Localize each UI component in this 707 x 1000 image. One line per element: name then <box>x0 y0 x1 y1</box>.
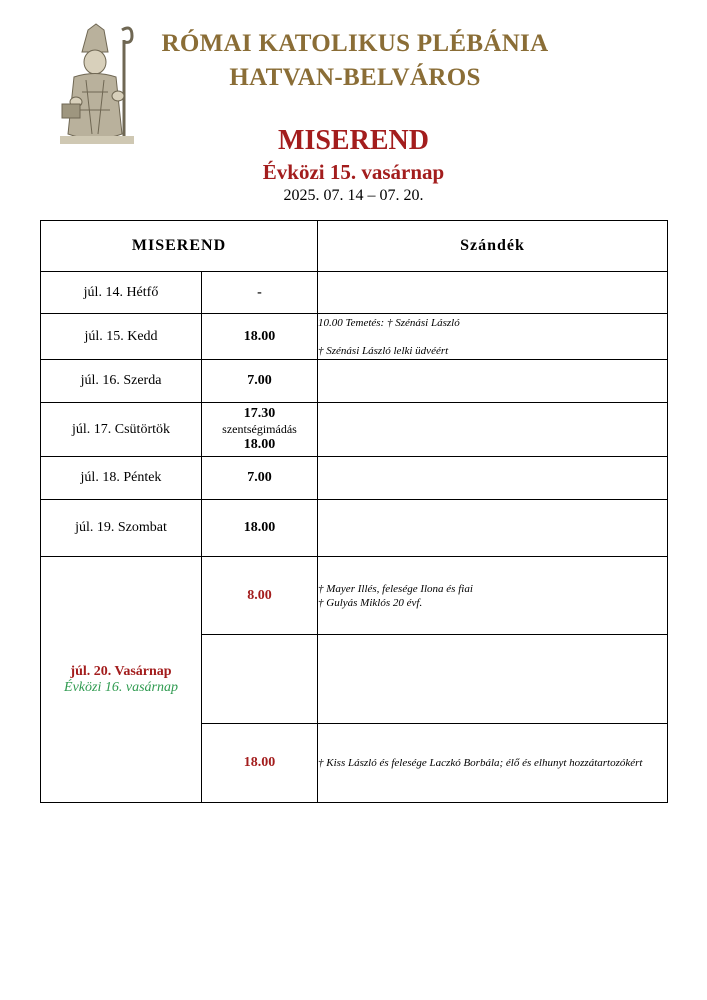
page-title: MISEREND <box>278 125 429 156</box>
parish-name-line2: HATVAN-BELVÁROS <box>229 64 481 91</box>
intention-line: † Mayer Illés, felesége Ilona és fiai <box>318 582 473 595</box>
intention-cell <box>318 360 668 403</box>
time-cell <box>202 635 318 724</box>
time-cell: - <box>202 272 318 314</box>
table-row <box>41 500 668 557</box>
time-cell: 7.00 <box>202 360 318 403</box>
table-row <box>41 403 668 457</box>
intention-cell <box>318 557 668 635</box>
sunday-feast-label: Évközi 16. vasárnap <box>64 679 178 695</box>
intention-cell <box>318 403 668 457</box>
intention-line: † Kiss László és felesége Laczkó Borbála; élő és elhunyt hozzátartozókért <box>318 757 643 769</box>
sunday-day-label: júl. 20. Vasárnap <box>70 663 172 679</box>
day-cell: júl. 16. Szerda <box>41 360 202 403</box>
time-adoration-start: 17.30 <box>243 406 276 421</box>
intention-line: 10.00 Temetés: † Szénási László <box>318 316 460 329</box>
intention-cell <box>318 724 668 803</box>
table-row <box>41 457 668 500</box>
table-row <box>41 272 668 314</box>
day-cell: júl. 14. Hétfő <box>41 272 202 314</box>
table-row <box>41 314 668 360</box>
time-cell <box>202 403 318 457</box>
time-note: szentségimádás <box>222 422 297 436</box>
day-cell: júl. 15. Kedd <box>41 314 202 360</box>
column-header-intention: Szándék <box>318 221 668 272</box>
time-cell: 18.00 <box>202 314 318 360</box>
intention-cell <box>318 457 668 500</box>
intention-cell <box>318 635 668 724</box>
time-cell: 18.00 <box>202 500 318 557</box>
time-cell: 7.00 <box>202 457 318 500</box>
table-row <box>41 360 668 403</box>
intention-cell <box>318 272 668 314</box>
intention-cell <box>318 314 668 360</box>
day-cell: júl. 18. Péntek <box>41 457 202 500</box>
intention-line: † Gulyás Miklós 20 évf. <box>318 596 423 609</box>
sunday-day-cell <box>41 557 202 803</box>
day-cell: júl. 19. Szombat <box>41 500 202 557</box>
page-subtitle: Évközi 15. vasárnap <box>262 160 445 184</box>
column-header-mass: MISEREND <box>41 221 318 272</box>
time-cell: 8.00 <box>202 557 318 635</box>
time-mass: 18.00 <box>243 437 276 452</box>
time-cell: 18.00 <box>202 724 318 803</box>
mass-schedule-table <box>40 220 668 803</box>
date-range: 2025. 07. 14 – 07. 20. <box>283 187 424 204</box>
parish-name-line1: RÓMAI KATOLIKUS PLÉBÁNIA <box>161 30 549 57</box>
intention-line: † Szénási László lelki üdvéért <box>318 344 449 357</box>
day-cell: júl. 17. Csütörtök <box>41 403 202 457</box>
intention-cell <box>318 500 668 557</box>
table-header-row <box>41 221 668 272</box>
table-row <box>41 557 668 635</box>
